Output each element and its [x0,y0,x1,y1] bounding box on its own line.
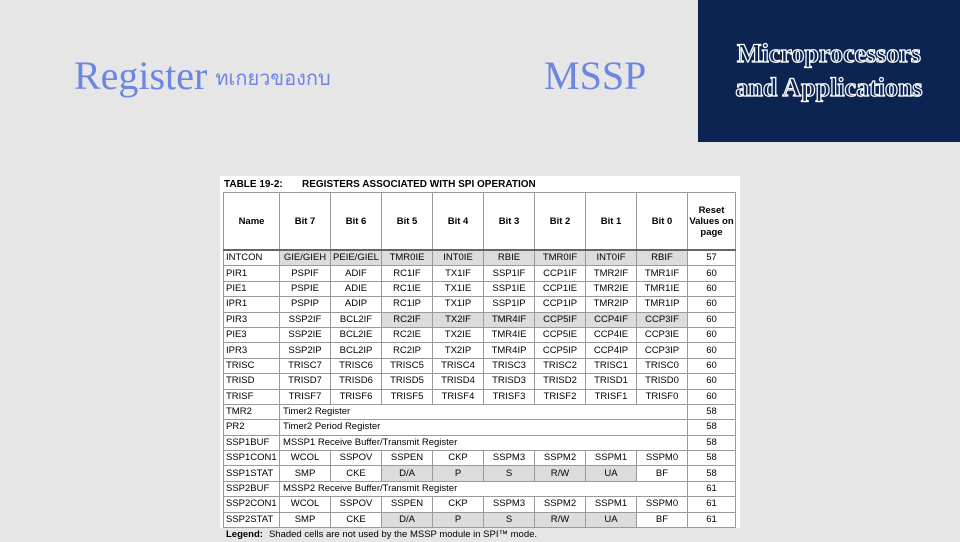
register-name-cell: IPR3 [224,343,280,358]
bit-cell: SSP2IF [280,312,331,327]
bit-cell: INT0IF [586,250,637,266]
register-description-cell: Timer2 Register [280,404,688,419]
bit-cell: SSPM0 [637,497,688,512]
table-row [224,250,736,266]
table-caption-text: REGISTERS ASSOCIATED WITH SPI OPERATION [302,179,536,190]
reset-page-cell: 60 [688,389,736,404]
bit-cell: SSPM0 [637,451,688,466]
legend-label: Legend: [226,529,263,541]
bit-cell: CKP [433,451,484,466]
register-name-cell: IPR1 [224,297,280,312]
bit-cell: TRISC7 [280,358,331,373]
reset-page-cell: 57 [688,250,736,266]
reset-page-cell: 60 [688,281,736,296]
bit-cell: CCP5IF [535,312,586,327]
bit-cell: TRISD6 [331,374,382,389]
register-description-cell: MSSP1 Receive Buffer/Transmit Register [280,435,688,450]
bit-cell: TMR2IF [586,266,637,281]
bit-cell: CCP4IP [586,343,637,358]
bit-cell: TX1IF [433,266,484,281]
register-table-figure [220,176,740,541]
bit-cell: SMP [280,512,331,527]
table-row [224,435,736,450]
bit-cell: TRISF5 [382,389,433,404]
bit-cell: TRISC0 [637,358,688,373]
register-name-cell: INTCON [224,250,280,266]
register-name-cell: SSP1STAT [224,466,280,481]
table-row [224,497,736,512]
column-header: Bit 1 [586,193,637,251]
bit-cell: TMR4IE [484,327,535,342]
bit-cell: CCP5IP [535,343,586,358]
slide-title [74,52,331,99]
table-row [224,481,736,496]
bit-cell: P [433,512,484,527]
column-header: Bit 2 [535,193,586,251]
reset-page-cell: 60 [688,312,736,327]
bit-cell: TRISF0 [637,389,688,404]
bit-cell: TMR4IP [484,343,535,358]
bit-cell: SSPEN [382,497,433,512]
column-header: Bit 5 [382,193,433,251]
bit-cell: TMR4IF [484,312,535,327]
table-row [224,374,736,389]
bit-cell: SSPM2 [535,497,586,512]
column-header: Bit 0 [637,193,688,251]
table-row [224,420,736,435]
bit-cell: TRISF2 [535,389,586,404]
column-header: Bit 6 [331,193,382,251]
reset-page-cell: 58 [688,451,736,466]
bit-cell: GIE/GIEH [280,250,331,266]
bit-cell: TX2IF [433,312,484,327]
bit-cell: UA [586,466,637,481]
bit-cell: ADIF [331,266,382,281]
column-header: Bit 4 [433,193,484,251]
bit-cell: RC2IE [382,327,433,342]
table-row [224,389,736,404]
slide-title-thai: ทเกยวของกบ [215,68,331,90]
bit-cell: P [433,466,484,481]
bit-cell: SSPOV [331,497,382,512]
bit-cell: R/W [535,512,586,527]
bit-cell: RC2IF [382,312,433,327]
table-row [224,327,736,342]
bit-cell: CCP3IP [637,343,688,358]
course-brand-box [698,0,960,142]
bit-cell: TRISD2 [535,374,586,389]
bit-cell: TX2IE [433,327,484,342]
bit-cell: D/A [382,466,433,481]
table-row [224,358,736,373]
bit-cell: RC1IF [382,266,433,281]
reset-page-cell: 58 [688,420,736,435]
reset-page-cell: 61 [688,481,736,496]
bit-cell: TRISD4 [433,374,484,389]
register-name-cell: PIE3 [224,327,280,342]
bit-cell: CCP4IF [586,312,637,327]
bit-cell: PEIE/GIEL [331,250,382,266]
bit-cell: SSP1IF [484,266,535,281]
table-caption-tag: TABLE 19-2: [224,179,283,190]
bit-cell: BCL2IF [331,312,382,327]
bit-cell: WCOL [280,451,331,466]
register-name-cell: PIR3 [224,312,280,327]
bit-cell: RBIE [484,250,535,266]
bit-cell: TRISC5 [382,358,433,373]
bit-cell: SSP2IE [280,327,331,342]
bit-cell: SSPM3 [484,497,535,512]
bit-cell: WCOL [280,497,331,512]
register-name-cell: SSP1BUF [224,435,280,450]
bit-cell: TRISC1 [586,358,637,373]
bit-cell: TMR0IF [535,250,586,266]
bit-cell: SSPEN [382,451,433,466]
bit-cell: RC2IP [382,343,433,358]
reset-page-cell: 60 [688,327,736,342]
reset-page-cell: 60 [688,343,736,358]
bit-cell: CKP [433,497,484,512]
bit-cell: CCP4IE [586,327,637,342]
bit-cell: UA [586,512,637,527]
bit-cell: PSPIP [280,297,331,312]
bit-cell: TMR1IE [637,281,688,296]
bit-cell: CCP1IP [535,297,586,312]
table-row [224,451,736,466]
register-name-cell: PR2 [224,420,280,435]
register-name-cell: SSP2BUF [224,481,280,496]
slide-title-text: Register [74,53,208,98]
bit-cell: TMR2IE [586,281,637,296]
reset-page-cell: 60 [688,266,736,281]
table-row [224,297,736,312]
bit-cell: TRISF6 [331,389,382,404]
bit-cell: TRISF4 [433,389,484,404]
register-name-cell: SSP1CON1 [224,451,280,466]
bit-cell: ADIE [331,281,382,296]
course-brand-line1: Microprocessors [737,39,921,68]
table-row [224,512,736,527]
table-row [224,312,736,327]
bit-cell: BCL2IE [331,327,382,342]
column-header: Bit 3 [484,193,535,251]
bit-cell: RC1IP [382,297,433,312]
bit-cell: CCP3IE [637,327,688,342]
bit-cell: S [484,466,535,481]
bit-cell: TRISC4 [433,358,484,373]
register-description-cell: Timer2 Period Register [280,420,688,435]
bit-cell: TRISF7 [280,389,331,404]
bit-cell: PSPIE [280,281,331,296]
bit-cell: SSPOV [331,451,382,466]
bit-cell: TRISC2 [535,358,586,373]
course-brand-line2: and Applications [735,73,923,102]
register-name-cell: SSP2STAT [224,512,280,527]
bit-cell: SSPM1 [586,451,637,466]
column-header: Reset Values on page [688,193,736,251]
bit-cell: CKE [331,512,382,527]
column-header: Name [224,193,280,251]
reset-page-cell: 60 [688,297,736,312]
register-name-cell: TMR2 [224,404,280,419]
register-name-cell: TRISF [224,389,280,404]
bit-cell: RC1IE [382,281,433,296]
table-row [224,343,736,358]
reset-page-cell: 61 [688,512,736,527]
bit-cell: SSP1IE [484,281,535,296]
bit-cell: TRISD7 [280,374,331,389]
bit-cell: TMR1IF [637,266,688,281]
table-caption [223,178,737,192]
bit-cell: BCL2IP [331,343,382,358]
register-name-cell: SSP2CON1 [224,497,280,512]
table-row [224,266,736,281]
bit-cell: SMP [280,466,331,481]
bit-cell: SSP1IP [484,297,535,312]
bit-cell: TRISF3 [484,389,535,404]
bit-cell: SSP2IP [280,343,331,358]
reset-page-cell: 60 [688,374,736,389]
bit-cell: TRISD0 [637,374,688,389]
bit-cell: CCP1IF [535,266,586,281]
bit-cell: TRISD1 [586,374,637,389]
bit-cell: TX2IP [433,343,484,358]
bit-cell: TMR1IP [637,297,688,312]
reset-page-cell: 61 [688,497,736,512]
bit-cell: BF [637,512,688,527]
register-name-cell: PIE1 [224,281,280,296]
table-row [224,404,736,419]
bit-cell: TRISD5 [382,374,433,389]
reset-page-cell: 58 [688,466,736,481]
bit-cell: D/A [382,512,433,527]
bit-cell: TRISC3 [484,358,535,373]
table-row [224,281,736,296]
register-name-cell: TRISC [224,358,280,373]
bit-cell: CCP5IE [535,327,586,342]
bit-cell: ADIP [331,297,382,312]
bit-cell: CCP1IE [535,281,586,296]
bit-cell: INT0IE [433,250,484,266]
bit-cell: BF [637,466,688,481]
bit-cell: TX1IE [433,281,484,296]
bit-cell: TRISF1 [586,389,637,404]
bit-cell: PSPIF [280,266,331,281]
bit-cell: CCP3IF [637,312,688,327]
reset-page-cell: 58 [688,404,736,419]
table-row [224,466,736,481]
bit-cell: TMR2IP [586,297,637,312]
legend-text: Shaded cells are not used by the MSSP module in SPI™ mode. [268,529,538,541]
bit-cell: SSPM2 [535,451,586,466]
bit-cell: TMR0IE [382,250,433,266]
bit-cell: CKE [331,466,382,481]
column-header: Bit 7 [280,193,331,251]
section-title: MSSP [544,53,647,98]
register-description-cell: MSSP2 Receive Buffer/Transmit Register [280,481,688,496]
table-header-row [224,193,736,251]
table-body [224,250,736,528]
bit-cell: SSPM3 [484,451,535,466]
bit-cell: S [484,512,535,527]
reset-page-cell: 60 [688,358,736,373]
reset-page-cell: 58 [688,435,736,450]
register-table [223,192,736,528]
bit-cell: RBIF [637,250,688,266]
register-name-cell: PIR1 [224,266,280,281]
bit-cell: TRISC6 [331,358,382,373]
bit-cell: R/W [535,466,586,481]
register-name-cell: TRISD [224,374,280,389]
bit-cell: TX1IP [433,297,484,312]
bit-cell: TRISD3 [484,374,535,389]
bit-cell: SSPM1 [586,497,637,512]
